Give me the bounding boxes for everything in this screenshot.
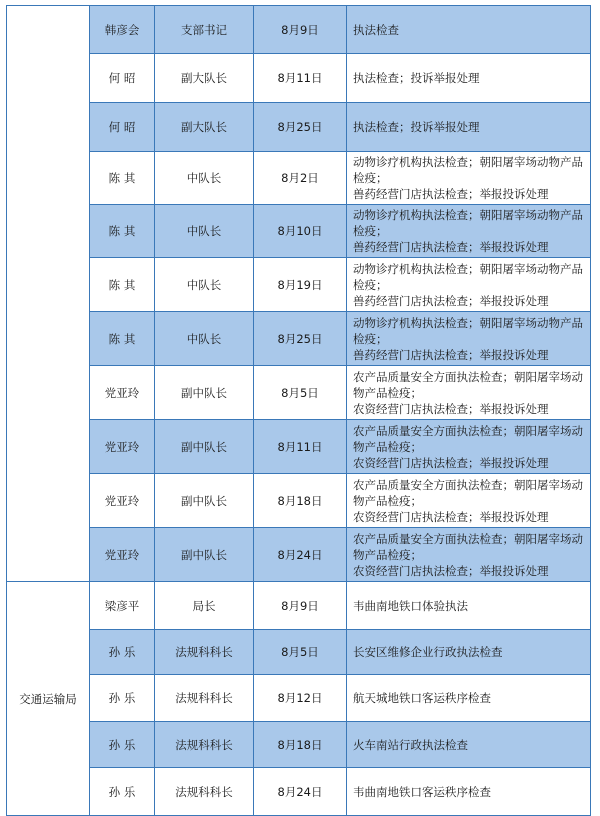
position-cell: 法规科科长 — [155, 768, 254, 816]
name-cell: 何 昭 — [90, 103, 155, 152]
date-cell: 8月10日 — [254, 205, 347, 258]
table-row — [7, 54, 591, 103]
position-cell: 法规科科长 — [155, 722, 254, 768]
table-row — [7, 205, 591, 258]
task-cell: 火车南站行政执法检查 — [347, 722, 591, 768]
name-cell: 陈 其 — [90, 152, 155, 205]
date-cell: 8月5日 — [254, 366, 347, 420]
name-cell: 党亚玲 — [90, 528, 155, 582]
position-cell: 中队长 — [155, 205, 254, 258]
position-cell: 副大队长 — [155, 103, 254, 152]
position-cell: 法规科科长 — [155, 630, 254, 675]
position-cell: 中队长 — [155, 258, 254, 312]
task-cell: 农产品质量安全方面执法检查；朝阳屠宰场动物产品检疫； 农资经营门店执法检查；举报投诉处理 — [347, 528, 591, 582]
name-cell: 孙 乐 — [90, 768, 155, 816]
department-cell — [7, 6, 90, 582]
date-cell: 8月25日 — [254, 312, 347, 366]
position-cell: 副中队长 — [155, 366, 254, 420]
date-cell: 8月2日 — [254, 152, 347, 205]
date-cell: 8月11日 — [254, 54, 347, 103]
table-row — [7, 675, 591, 722]
task-cell: 动物诊疗机构执法检查；朝阳屠宰场动物产品检疫； 兽药经营门店执法检查；举报投诉处理 — [347, 258, 591, 312]
position-cell: 中队长 — [155, 312, 254, 366]
task-cell: 航天城地铁口客运秩序检查 — [347, 675, 591, 722]
task-cell: 农产品质量安全方面执法检查；朝阳屠宰场动物产品检疫； 农资经营门店执法检查；举报投诉处理 — [347, 366, 591, 420]
position-cell: 副中队长 — [155, 474, 254, 528]
date-cell: 8月19日 — [254, 258, 347, 312]
name-cell: 梁彦平 — [90, 582, 155, 630]
name-cell: 陈 其 — [90, 258, 155, 312]
table-row — [7, 312, 591, 366]
table-row — [7, 722, 591, 768]
table-row — [7, 474, 591, 528]
name-cell: 何 昭 — [90, 54, 155, 103]
table-row — [7, 768, 591, 816]
date-cell: 8月9日 — [254, 582, 347, 630]
name-cell: 孙 乐 — [90, 630, 155, 675]
name-cell: 党亚玲 — [90, 420, 155, 474]
date-cell: 8月5日 — [254, 630, 347, 675]
name-cell: 党亚玲 — [90, 474, 155, 528]
table-row — [7, 152, 591, 205]
task-cell: 动物诊疗机构执法检查；朝阳屠宰场动物产品检疫； 兽药经营门店执法检查；举报投诉处理 — [347, 312, 591, 366]
date-cell: 8月24日 — [254, 528, 347, 582]
position-cell: 副中队长 — [155, 420, 254, 474]
date-cell: 8月18日 — [254, 722, 347, 768]
position-cell: 支部书记 — [155, 6, 254, 54]
table-row — [7, 258, 591, 312]
name-cell: 孙 乐 — [90, 722, 155, 768]
table-row — [7, 528, 591, 582]
task-cell: 动物诊疗机构执法检查；朝阳屠宰场动物产品检疫； 兽药经营门店执法检查；举报投诉处理 — [347, 152, 591, 205]
name-cell: 孙 乐 — [90, 675, 155, 722]
name-cell: 陈 其 — [90, 205, 155, 258]
position-cell: 中队长 — [155, 152, 254, 205]
date-cell: 8月9日 — [254, 6, 347, 54]
name-cell: 党亚玲 — [90, 366, 155, 420]
position-cell: 局长 — [155, 582, 254, 630]
table-row — [7, 582, 591, 630]
position-cell: 副大队长 — [155, 54, 254, 103]
task-cell: 长安区维修企业行政执法检查 — [347, 630, 591, 675]
schedule-table — [6, 5, 591, 816]
position-cell: 法规科科长 — [155, 675, 254, 722]
date-cell: 8月24日 — [254, 768, 347, 816]
table-row — [7, 6, 591, 54]
task-cell: 动物诊疗机构执法检查；朝阳屠宰场动物产品检疫； 兽药经营门店执法检查；举报投诉处理 — [347, 205, 591, 258]
date-cell: 8月25日 — [254, 103, 347, 152]
date-cell: 8月18日 — [254, 474, 347, 528]
date-cell: 8月11日 — [254, 420, 347, 474]
date-cell: 8月12日 — [254, 675, 347, 722]
name-cell: 陈 其 — [90, 312, 155, 366]
position-cell: 副中队长 — [155, 528, 254, 582]
task-cell: 韦曲南地铁口体验执法 — [347, 582, 591, 630]
table-row — [7, 103, 591, 152]
task-cell: 农产品质量安全方面执法检查；朝阳屠宰场动物产品检疫； 农资经营门店执法检查；举报投诉处理 — [347, 420, 591, 474]
task-cell: 韦曲南地铁口客运秩序检查 — [347, 768, 591, 816]
task-cell: 执法检查 — [347, 6, 591, 54]
task-cell: 执法检查；投诉举报处理 — [347, 103, 591, 152]
table-row — [7, 366, 591, 420]
department-cell: 交通运输局 — [7, 582, 90, 816]
name-cell: 韩彦会 — [90, 6, 155, 54]
task-cell: 执法检查；投诉举报处理 — [347, 54, 591, 103]
table-row — [7, 630, 591, 675]
task-cell: 农产品质量安全方面执法检查；朝阳屠宰场动物产品检疫； 农资经营门店执法检查；举报投诉处理 — [347, 474, 591, 528]
table-row — [7, 420, 591, 474]
